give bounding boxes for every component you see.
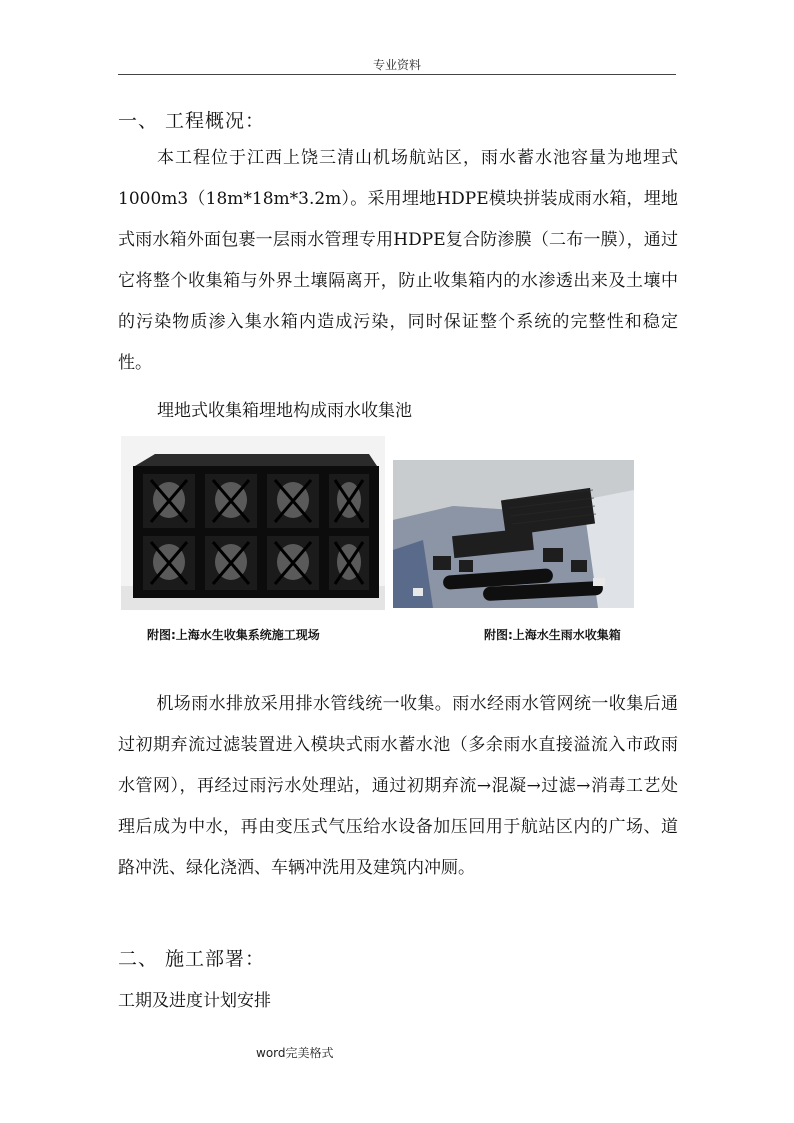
- construction-site-photo: [393, 460, 634, 608]
- section-1-paragraph-2: [118, 684, 678, 889]
- header-divider: [118, 74, 676, 75]
- section-1-title: 一、 工程概况：: [118, 110, 266, 132]
- paragraph-1-text: 本工程位于江西上饶三清山机场航站区，雨水蓄水池容量为地埋式1000m3（18m*18m*3.2m）。采用埋地HDPE模块拼装成雨水箱，埋地式雨水箱外面包裹一层雨水管理专用HDPE复合防渗膜（二布一膜），通过它将整个收集箱与外界土壤隔离开，防止收集箱内的水渗透出来及土壤中的污染物质渗入集水箱内造成污染，同时保证整个系统的完整性和稳定性。: [118, 148, 678, 373]
- paragraph-2-text: 机场雨水排放采用排水管线统一收集。雨水经雨水管网统一收集后通过初期弃流过滤装置进入模块式雨水蓄水池（多余雨水直接溢流入市政雨水管网），再经过雨污水处理站，通过初期弃流→混凝→过滤→消毒工艺处理后成为中水，再由变压式气压给水设备加压回用于航站区内的广场、道路冲洗、绿化浇洒、车辆冲洗用及建筑内冲厕。: [118, 694, 678, 878]
- page-header: 专业资料: [372, 58, 421, 72]
- section-2-subtitle: 工期及进度计划安排: [118, 991, 271, 1011]
- construction-site-illustration: [393, 460, 634, 608]
- figure-left-caption: 附图:上海水生收集系统施工现场: [147, 628, 320, 642]
- page-footer: word完美格式: [256, 1046, 334, 1060]
- rainwater-module-illustration: [121, 436, 385, 610]
- section-2-title: 二、 施工部署：: [118, 948, 266, 970]
- section-1-paragraph-1: [118, 138, 678, 384]
- figure-right-caption: 附图:上海水生雨水收集箱: [484, 628, 621, 642]
- rainwater-module-photo: [121, 436, 385, 610]
- figure-intro-text: 埋地式收集箱埋地构成雨水收集池: [157, 401, 412, 421]
